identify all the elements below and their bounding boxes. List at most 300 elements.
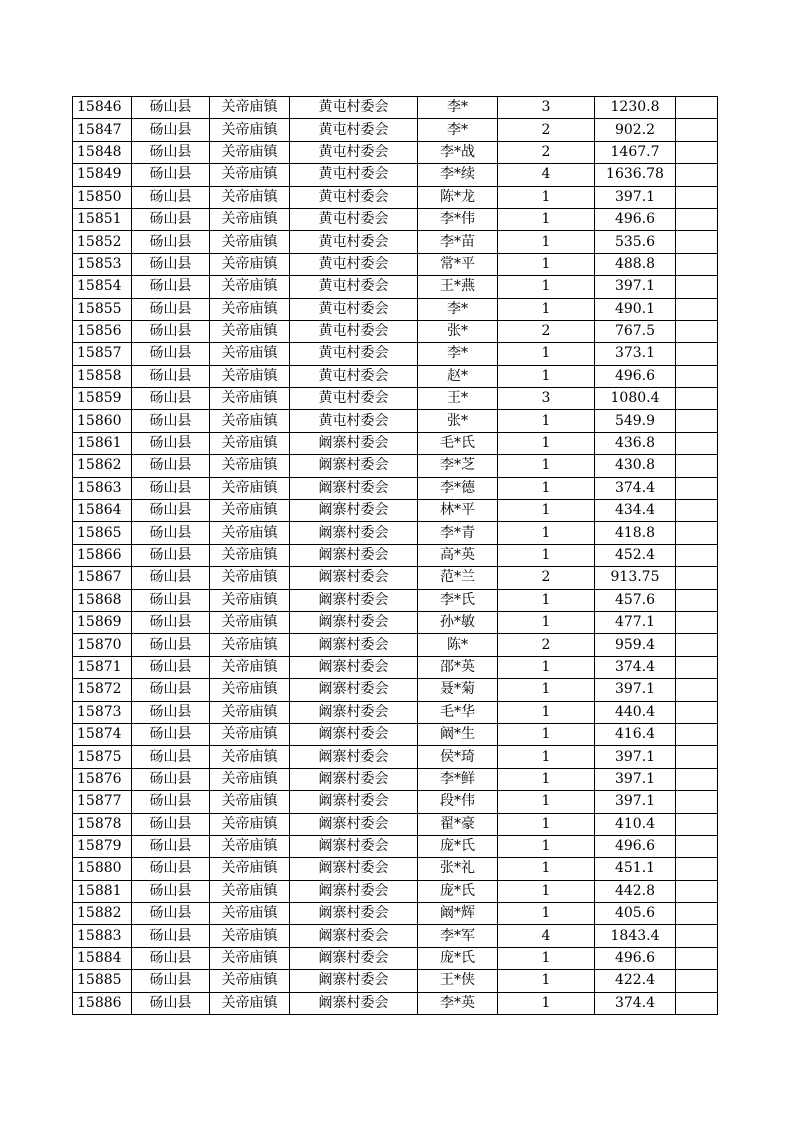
table-row [73, 746, 718, 768]
row-id-cell: 15878 [73, 813, 132, 835]
table-row [73, 365, 718, 387]
county-cell: 砀山县 [132, 813, 210, 835]
county-cell: 砀山县 [132, 880, 210, 902]
name-cell: 范*兰 [418, 567, 498, 589]
village-cell: 黄屯村委会 [290, 119, 418, 141]
town-cell: 关帝庙镇 [210, 903, 290, 925]
village-cell: 黄屯村委会 [290, 141, 418, 163]
row-id-cell: 15850 [73, 186, 132, 208]
county-cell: 砀山县 [132, 231, 210, 253]
village-cell: 阚寨村委会 [290, 992, 418, 1014]
county-cell: 砀山县 [132, 723, 210, 745]
amount-cell: 496.6 [595, 835, 676, 857]
row-id-cell: 15870 [73, 634, 132, 656]
table-row [73, 567, 718, 589]
count-cell: 1 [498, 903, 595, 925]
table-row [73, 656, 718, 678]
table-row [73, 253, 718, 275]
table-row [73, 791, 718, 813]
row-id-cell: 15867 [73, 567, 132, 589]
amount-cell: 374.4 [595, 656, 676, 678]
town-cell: 关帝庙镇 [210, 276, 290, 298]
note-cell [676, 679, 718, 701]
town-cell: 关帝庙镇 [210, 589, 290, 611]
count-cell: 1 [498, 231, 595, 253]
note-cell [676, 567, 718, 589]
note-cell [676, 925, 718, 947]
village-cell: 黄屯村委会 [290, 253, 418, 275]
row-id-cell: 15847 [73, 119, 132, 141]
town-cell: 关帝庙镇 [210, 925, 290, 947]
count-cell: 1 [498, 186, 595, 208]
row-id-cell: 15855 [73, 298, 132, 320]
count-cell: 1 [498, 589, 595, 611]
village-cell: 黄屯村委会 [290, 320, 418, 342]
town-cell: 关帝庙镇 [210, 253, 290, 275]
town-cell: 关帝庙镇 [210, 164, 290, 186]
count-cell: 3 [498, 388, 595, 410]
amount-cell: 418.8 [595, 522, 676, 544]
village-cell: 黄屯村委会 [290, 186, 418, 208]
amount-cell: 535.6 [595, 231, 676, 253]
amount-cell: 397.1 [595, 746, 676, 768]
note-cell [676, 298, 718, 320]
village-cell: 黄屯村委会 [290, 365, 418, 387]
table-row [73, 992, 718, 1014]
count-cell: 1 [498, 880, 595, 902]
amount-cell: 1843.4 [595, 925, 676, 947]
count-cell: 1 [498, 835, 595, 857]
county-cell: 砀山县 [132, 947, 210, 969]
name-cell: 张*礼 [418, 858, 498, 880]
note-cell [676, 231, 718, 253]
amount-cell: 496.6 [595, 208, 676, 230]
name-cell: 李*鲜 [418, 768, 498, 790]
note-cell [676, 858, 718, 880]
amount-cell: 436.8 [595, 432, 676, 454]
table-row [73, 141, 718, 163]
row-id-cell: 15858 [73, 365, 132, 387]
row-id-cell: 15863 [73, 477, 132, 499]
amount-cell: 397.1 [595, 276, 676, 298]
amount-cell: 440.4 [595, 701, 676, 723]
county-cell: 砀山县 [132, 477, 210, 499]
name-cell: 李* [418, 97, 498, 119]
amount-cell: 442.8 [595, 880, 676, 902]
row-id-cell: 15846 [73, 97, 132, 119]
name-cell: 李*德 [418, 477, 498, 499]
name-cell: 邵*英 [418, 656, 498, 678]
county-cell: 砀山县 [132, 791, 210, 813]
count-cell: 2 [498, 141, 595, 163]
county-cell: 砀山县 [132, 410, 210, 432]
county-cell: 砀山县 [132, 253, 210, 275]
note-cell [676, 634, 718, 656]
village-cell: 阚寨村委会 [290, 634, 418, 656]
count-cell: 2 [498, 320, 595, 342]
row-id-cell: 15879 [73, 835, 132, 857]
table-row [73, 320, 718, 342]
table-row [73, 880, 718, 902]
town-cell: 关帝庙镇 [210, 500, 290, 522]
amount-cell: 490.1 [595, 298, 676, 320]
town-cell: 关帝庙镇 [210, 343, 290, 365]
table-row [73, 186, 718, 208]
note-cell [676, 701, 718, 723]
amount-cell: 374.4 [595, 477, 676, 499]
amount-cell: 422.4 [595, 970, 676, 992]
table-body [73, 97, 718, 1015]
note-cell [676, 500, 718, 522]
count-cell: 1 [498, 500, 595, 522]
amount-cell: 496.6 [595, 365, 676, 387]
town-cell: 关帝庙镇 [210, 858, 290, 880]
table-row [73, 701, 718, 723]
row-id-cell: 15871 [73, 656, 132, 678]
town-cell: 关帝庙镇 [210, 768, 290, 790]
town-cell: 关帝庙镇 [210, 231, 290, 253]
name-cell: 毛*氏 [418, 432, 498, 454]
amount-cell: 1467.7 [595, 141, 676, 163]
name-cell: 陈*龙 [418, 186, 498, 208]
village-cell: 黄屯村委会 [290, 343, 418, 365]
town-cell: 关帝庙镇 [210, 611, 290, 633]
note-cell [676, 208, 718, 230]
name-cell: 王* [418, 388, 498, 410]
village-cell: 阚寨村委会 [290, 947, 418, 969]
name-cell: 高*英 [418, 544, 498, 566]
data-table [72, 96, 718, 1015]
count-cell: 1 [498, 813, 595, 835]
note-cell [676, 746, 718, 768]
count-cell: 1 [498, 410, 595, 432]
village-cell: 阚寨村委会 [290, 701, 418, 723]
town-cell: 关帝庙镇 [210, 992, 290, 1014]
row-id-cell: 15873 [73, 701, 132, 723]
town-cell: 关帝庙镇 [210, 679, 290, 701]
count-cell: 4 [498, 164, 595, 186]
village-cell: 阚寨村委会 [290, 432, 418, 454]
name-cell: 翟*豪 [418, 813, 498, 835]
village-cell: 阚寨村委会 [290, 611, 418, 633]
table-row [73, 903, 718, 925]
row-id-cell: 15849 [73, 164, 132, 186]
county-cell: 砀山县 [132, 320, 210, 342]
amount-cell: 959.4 [595, 634, 676, 656]
village-cell: 阚寨村委会 [290, 723, 418, 745]
note-cell [676, 835, 718, 857]
note-cell [676, 768, 718, 790]
table-row [73, 477, 718, 499]
amount-cell: 1230.8 [595, 97, 676, 119]
note-cell [676, 477, 718, 499]
note-cell [676, 276, 718, 298]
amount-cell: 434.4 [595, 500, 676, 522]
row-id-cell: 15869 [73, 611, 132, 633]
village-cell: 阚寨村委会 [290, 791, 418, 813]
name-cell: 阚*辉 [418, 903, 498, 925]
county-cell: 砀山县 [132, 500, 210, 522]
note-cell [676, 947, 718, 969]
town-cell: 关帝庙镇 [210, 410, 290, 432]
amount-cell: 1636.78 [595, 164, 676, 186]
amount-cell: 902.2 [595, 119, 676, 141]
note-cell [676, 791, 718, 813]
name-cell: 李*续 [418, 164, 498, 186]
county-cell: 砀山县 [132, 835, 210, 857]
row-id-cell: 15874 [73, 723, 132, 745]
county-cell: 砀山县 [132, 97, 210, 119]
table-row [73, 208, 718, 230]
county-cell: 砀山县 [132, 186, 210, 208]
note-cell [676, 656, 718, 678]
county-cell: 砀山县 [132, 119, 210, 141]
table-row [73, 522, 718, 544]
table-row [73, 925, 718, 947]
row-id-cell: 15877 [73, 791, 132, 813]
count-cell: 1 [498, 992, 595, 1014]
name-cell: 李*战 [418, 141, 498, 163]
village-cell: 阚寨村委会 [290, 522, 418, 544]
village-cell: 阚寨村委会 [290, 589, 418, 611]
note-cell [676, 141, 718, 163]
town-cell: 关帝庙镇 [210, 634, 290, 656]
village-cell: 阚寨村委会 [290, 970, 418, 992]
town-cell: 关帝庙镇 [210, 567, 290, 589]
count-cell: 4 [498, 925, 595, 947]
note-cell [676, 813, 718, 835]
name-cell: 侯*琦 [418, 746, 498, 768]
note-cell [676, 903, 718, 925]
town-cell: 关帝庙镇 [210, 813, 290, 835]
name-cell: 常*平 [418, 253, 498, 275]
count-cell: 1 [498, 858, 595, 880]
row-id-cell: 15884 [73, 947, 132, 969]
name-cell: 李*芝 [418, 455, 498, 477]
village-cell: 阚寨村委会 [290, 656, 418, 678]
table-row [73, 119, 718, 141]
town-cell: 关帝庙镇 [210, 298, 290, 320]
count-cell: 1 [498, 791, 595, 813]
table-row [73, 231, 718, 253]
village-cell: 黄屯村委会 [290, 410, 418, 432]
county-cell: 砀山县 [132, 768, 210, 790]
note-cell [676, 164, 718, 186]
village-cell: 阚寨村委会 [290, 768, 418, 790]
row-id-cell: 15886 [73, 992, 132, 1014]
town-cell: 关帝庙镇 [210, 835, 290, 857]
name-cell: 李*苗 [418, 231, 498, 253]
row-id-cell: 15885 [73, 970, 132, 992]
note-cell [676, 186, 718, 208]
village-cell: 阚寨村委会 [290, 679, 418, 701]
village-cell: 黄屯村委会 [290, 231, 418, 253]
village-cell: 阚寨村委会 [290, 500, 418, 522]
note-cell [676, 992, 718, 1014]
village-cell: 阚寨村委会 [290, 925, 418, 947]
name-cell: 李* [418, 343, 498, 365]
amount-cell: 397.1 [595, 791, 676, 813]
name-cell: 段*伟 [418, 791, 498, 813]
village-cell: 阚寨村委会 [290, 746, 418, 768]
county-cell: 砀山县 [132, 903, 210, 925]
note-cell [676, 410, 718, 432]
row-id-cell: 15862 [73, 455, 132, 477]
town-cell: 关帝庙镇 [210, 365, 290, 387]
town-cell: 关帝庙镇 [210, 119, 290, 141]
row-id-cell: 15882 [73, 903, 132, 925]
name-cell: 李* [418, 119, 498, 141]
town-cell: 关帝庙镇 [210, 141, 290, 163]
village-cell: 阚寨村委会 [290, 544, 418, 566]
county-cell: 砀山县 [132, 208, 210, 230]
county-cell: 砀山县 [132, 611, 210, 633]
count-cell: 1 [498, 522, 595, 544]
table-row [73, 858, 718, 880]
table-row [73, 813, 718, 835]
count-cell: 1 [498, 746, 595, 768]
note-cell [676, 432, 718, 454]
town-cell: 关帝庙镇 [210, 455, 290, 477]
note-cell [676, 97, 718, 119]
county-cell: 砀山县 [132, 276, 210, 298]
county-cell: 砀山县 [132, 970, 210, 992]
county-cell: 砀山县 [132, 343, 210, 365]
name-cell: 李*青 [418, 522, 498, 544]
county-cell: 砀山县 [132, 858, 210, 880]
name-cell: 张* [418, 410, 498, 432]
county-cell: 砀山县 [132, 567, 210, 589]
count-cell: 1 [498, 365, 595, 387]
count-cell: 1 [498, 253, 595, 275]
count-cell: 1 [498, 343, 595, 365]
count-cell: 2 [498, 119, 595, 141]
row-id-cell: 15883 [73, 925, 132, 947]
town-cell: 关帝庙镇 [210, 477, 290, 499]
row-id-cell: 15851 [73, 208, 132, 230]
name-cell: 张* [418, 320, 498, 342]
row-id-cell: 15881 [73, 880, 132, 902]
note-cell [676, 455, 718, 477]
county-cell: 砀山县 [132, 544, 210, 566]
table-row [73, 611, 718, 633]
note-cell [676, 365, 718, 387]
name-cell: 李*军 [418, 925, 498, 947]
row-id-cell: 15872 [73, 679, 132, 701]
village-cell: 阚寨村委会 [290, 455, 418, 477]
town-cell: 关帝庙镇 [210, 701, 290, 723]
row-id-cell: 15875 [73, 746, 132, 768]
row-id-cell: 15865 [73, 522, 132, 544]
county-cell: 砀山县 [132, 925, 210, 947]
row-id-cell: 15854 [73, 276, 132, 298]
count-cell: 1 [498, 298, 595, 320]
amount-cell: 397.1 [595, 768, 676, 790]
amount-cell: 430.8 [595, 455, 676, 477]
note-cell [676, 589, 718, 611]
county-cell: 砀山县 [132, 365, 210, 387]
village-cell: 阚寨村委会 [290, 477, 418, 499]
note-cell [676, 253, 718, 275]
amount-cell: 767.5 [595, 320, 676, 342]
count-cell: 2 [498, 567, 595, 589]
amount-cell: 457.6 [595, 589, 676, 611]
amount-cell: 405.6 [595, 903, 676, 925]
village-cell: 阚寨村委会 [290, 567, 418, 589]
village-cell: 黄屯村委会 [290, 388, 418, 410]
name-cell: 王*燕 [418, 276, 498, 298]
town-cell: 关帝庙镇 [210, 723, 290, 745]
note-cell [676, 611, 718, 633]
note-cell [676, 119, 718, 141]
amount-cell: 397.1 [595, 679, 676, 701]
table-row [73, 343, 718, 365]
name-cell: 王*侠 [418, 970, 498, 992]
count-cell: 1 [498, 544, 595, 566]
town-cell: 关帝庙镇 [210, 432, 290, 454]
county-cell: 砀山县 [132, 992, 210, 1014]
town-cell: 关帝庙镇 [210, 880, 290, 902]
table-row [73, 164, 718, 186]
county-cell: 砀山县 [132, 589, 210, 611]
table-row [73, 634, 718, 656]
name-cell: 陈* [418, 634, 498, 656]
count-cell: 1 [498, 723, 595, 745]
town-cell: 关帝庙镇 [210, 522, 290, 544]
row-id-cell: 15859 [73, 388, 132, 410]
count-cell: 1 [498, 679, 595, 701]
amount-cell: 374.4 [595, 992, 676, 1014]
row-id-cell: 15848 [73, 141, 132, 163]
town-cell: 关帝庙镇 [210, 656, 290, 678]
amount-cell: 1080.4 [595, 388, 676, 410]
note-cell [676, 723, 718, 745]
note-cell [676, 343, 718, 365]
row-id-cell: 15860 [73, 410, 132, 432]
row-id-cell: 15866 [73, 544, 132, 566]
row-id-cell: 15861 [73, 432, 132, 454]
amount-cell: 451.1 [595, 858, 676, 880]
county-cell: 砀山县 [132, 298, 210, 320]
count-cell: 2 [498, 634, 595, 656]
name-cell: 阚*生 [418, 723, 498, 745]
amount-cell: 477.1 [595, 611, 676, 633]
county-cell: 砀山县 [132, 656, 210, 678]
amount-cell: 373.1 [595, 343, 676, 365]
table-row [73, 970, 718, 992]
village-cell: 阚寨村委会 [290, 813, 418, 835]
table-row [73, 768, 718, 790]
name-cell: 李* [418, 298, 498, 320]
village-cell: 阚寨村委会 [290, 858, 418, 880]
table-row [73, 679, 718, 701]
town-cell: 关帝庙镇 [210, 97, 290, 119]
town-cell: 关帝庙镇 [210, 791, 290, 813]
name-cell: 李*氏 [418, 589, 498, 611]
county-cell: 砀山县 [132, 164, 210, 186]
count-cell: 1 [498, 656, 595, 678]
table-row [73, 276, 718, 298]
note-cell [676, 522, 718, 544]
village-cell: 黄屯村委会 [290, 164, 418, 186]
note-cell [676, 544, 718, 566]
count-cell: 1 [498, 455, 595, 477]
note-cell [676, 880, 718, 902]
count-cell: 1 [498, 768, 595, 790]
name-cell: 林*平 [418, 500, 498, 522]
name-cell: 赵* [418, 365, 498, 387]
table-row [73, 388, 718, 410]
